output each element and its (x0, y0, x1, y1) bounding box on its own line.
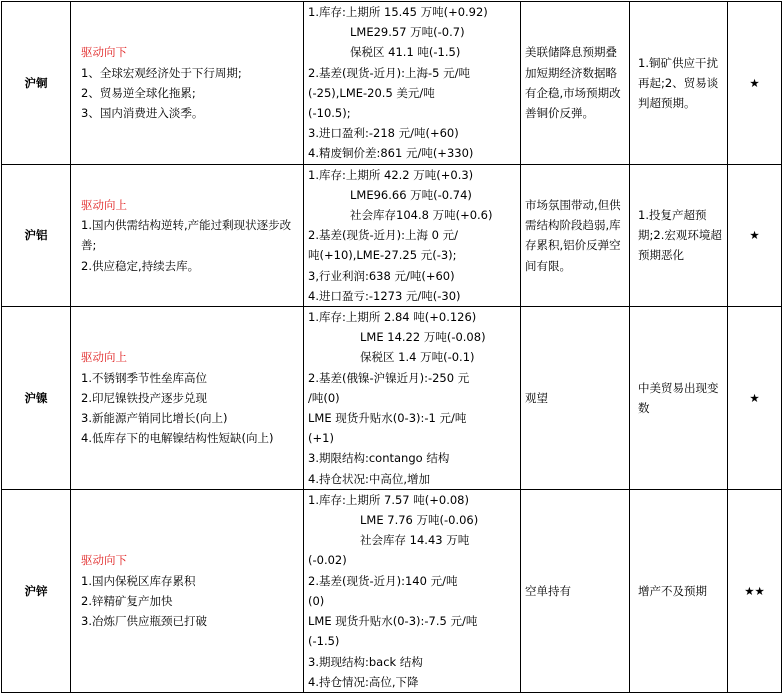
data-line: LME 14.22 万吨(-0.08) (360, 330, 486, 345)
drivers-cell (71, 2, 304, 165)
data-line: 4.进口盈亏:-1273 元/吨(-30) (308, 288, 461, 303)
risk-cell (630, 489, 728, 692)
view-text: 空单持有 (525, 583, 571, 598)
data-line: LME 现货升贴水(0-3):-7.5 元/吨 (308, 614, 478, 629)
data-line: (-10.5); (308, 106, 351, 121)
risk-text: 1.投复产超预期;2.宏观环境超预期恶化 (638, 208, 722, 263)
direction-label: 驱动向上 (81, 197, 127, 212)
commodity-name: 沪镍 (2, 307, 71, 490)
view-cell (521, 307, 630, 490)
data-line: 3,行业利润:638 元/吨(+60) (308, 268, 455, 283)
risk-cell (630, 2, 728, 165)
data-cell (304, 2, 521, 165)
commodity-name: 沪铝 (2, 164, 71, 306)
rating-stars: ★ (728, 2, 782, 165)
driver-item: 2.印尼镍铁投产逐步兑现 (81, 390, 207, 405)
data-line: 3.进口盈利:-218 元/吨(+60) (308, 126, 459, 141)
driver-item: 2.供应稳定,持续去库。 (81, 258, 200, 273)
data-line: 保税区 41.1 吨(-1.5) (350, 45, 461, 60)
data-line: 吨(+10),LME-27.25 元(-3); (308, 248, 457, 263)
drivers-cell (71, 307, 304, 490)
data-cell (304, 307, 521, 490)
data-line: /吨(0) (308, 390, 340, 405)
view-text: 市场氛围带动,但供需结构阶段趋弱,库存累积,铝价反弹空间有限。 (525, 197, 621, 273)
data-line: 1.库存:上期所 42.2 万吨(+0.3) (308, 167, 474, 182)
data-line: (-25),LME-20.5 美元/吨 (308, 85, 435, 100)
data-line: 保税区 1.4 万吨(-0.1) (360, 350, 475, 365)
direction-label: 驱动向下 (81, 553, 127, 568)
data-line: 2.基差(现货-近月):上海 0 元/ (308, 228, 458, 243)
rating-stars: ★ (728, 164, 782, 306)
data-line: 3.期现结构:back 结构 (308, 654, 423, 669)
direction-label: 驱动向下 (81, 45, 127, 60)
driver-item: 3.冶炼厂供应瓶颈已打破 (81, 614, 207, 629)
table-row (2, 307, 782, 490)
rating-stars: ★ (728, 307, 782, 490)
driver-item: 1.不锈钢季节性垒库高位 (81, 370, 207, 385)
driver-item: 1.国内保税区库存累积 (81, 573, 196, 588)
table-row (2, 489, 782, 692)
rating-stars: ★★ (728, 489, 782, 692)
data-line: 4.持仓状况:中高位,增加 (308, 471, 431, 486)
data-line: LME 7.76 万吨(-0.06) (360, 513, 479, 528)
risk-cell (630, 307, 728, 490)
table-row (2, 164, 782, 306)
data-cell (304, 164, 521, 306)
view-text: 美联储降息预期叠加短期经济数据略有企稳,市场预期改善铜价反弹。 (525, 45, 621, 121)
data-line: (+1) (308, 431, 334, 446)
data-line: 2.基差(现货-近月):140 元/吨 (308, 573, 458, 588)
data-line: 2.基差(现货-近月):上海-5 元/吨 (308, 65, 470, 80)
view-cell (521, 2, 630, 165)
data-line: 3.期限结构:contango 结构 (308, 451, 450, 466)
driver-item: 3.新能源产销同比增长(向上) (81, 411, 228, 426)
commodity-table (1, 1, 782, 693)
data-line: LME96.66 万吨(-0.74) (350, 187, 472, 202)
data-line: 1.库存:上期所 15.45 万吨(+0.92) (308, 5, 488, 19)
view-cell (521, 164, 630, 306)
data-line: 1.库存:上期所 7.57 吨(+0.08) (308, 492, 469, 507)
risk-cell (630, 164, 728, 306)
data-line: 1.库存:上期所 2.84 吨(+0.126) (308, 310, 477, 325)
data-line: (-1.5) (308, 634, 340, 649)
commodity-name: 沪铜 (2, 2, 71, 165)
driver-item: 3、国内消费进入淡季。 (81, 106, 204, 121)
risk-text: 中美贸易出现变数 (638, 380, 719, 415)
data-line: (-0.02) (308, 553, 347, 568)
table-row (2, 2, 782, 165)
data-line: LME29.57 万吨(-0.7) (350, 25, 465, 40)
view-text: 观望 (525, 390, 548, 405)
data-line: 4.持仓情况:高位,下降 (308, 674, 419, 689)
driver-item: 2.锌精矿复产加快 (81, 593, 173, 608)
driver-item: 2、贸易逆全球化拖累; (81, 85, 196, 100)
data-cell (304, 489, 521, 692)
data-line: 社会库存104.8 万吨(+0.6) (350, 208, 493, 223)
direction-label: 驱动向上 (81, 350, 127, 365)
data-line: (0) (308, 593, 325, 608)
drivers-cell (71, 489, 304, 692)
driver-item: 1.国内供需结构逆转,产能过剩现状逐步改善; (81, 218, 292, 253)
driver-item: 1、全球宏观经济处于下行周期; (81, 65, 242, 80)
risk-text: 增产不及预期 (638, 583, 707, 598)
data-line: 社会库存 14.43 万吨 (360, 533, 470, 548)
driver-item: 4.低库存下的电解镍结构性短缺(向上) (81, 431, 274, 446)
data-line: 2.基差(俄镍-沪镍近月):-250 元 (308, 370, 470, 385)
data-line: LME 现货升贴水(0-3):-1 元/吨 (308, 411, 467, 426)
view-cell (521, 489, 630, 692)
commodity-name: 沪锌 (2, 489, 71, 692)
data-line: 4.精废铜价差:861 元/吨(+330) (308, 146, 474, 161)
risk-text: 1.铜矿供应干扰再起;2、贸易谈判超预期。 (638, 55, 719, 110)
drivers-cell (71, 164, 304, 306)
